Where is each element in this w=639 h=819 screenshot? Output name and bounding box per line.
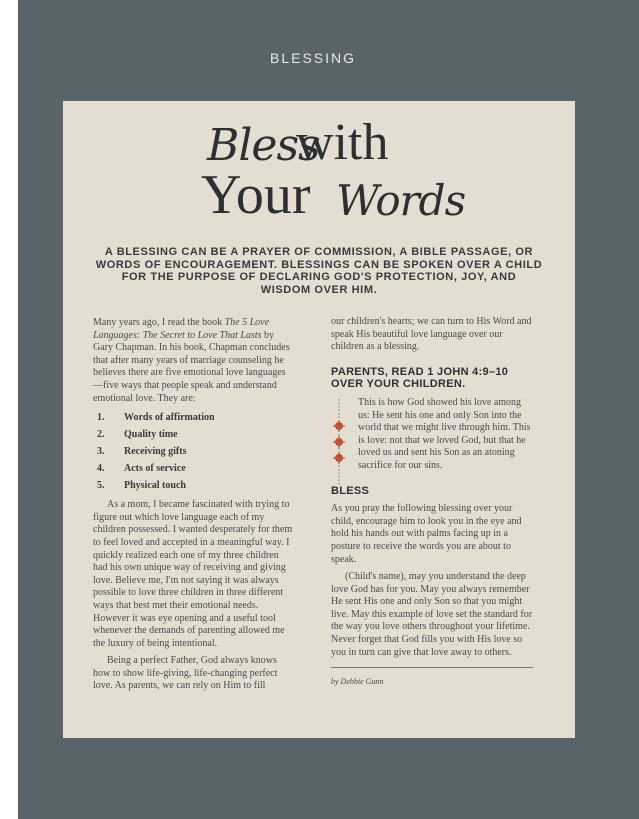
scripture-text: This is how God showed his love among us: He sent his one and only Son into the world that we might live through him. This is love: not that we loved God, but that he loved us and sent his Son as an atoning sacrifice for our sins.	[358, 396, 531, 471]
list-label: Quality time	[124, 429, 178, 441]
list-label: Receiving gifts	[124, 446, 187, 458]
list-number: 1.	[97, 412, 105, 424]
left-column	[93, 317, 293, 693]
title-word-your: Your	[201, 164, 311, 226]
list-label: Acts of service	[124, 463, 186, 475]
title-script-bless: Bless	[207, 120, 320, 171]
list-item	[93, 443, 293, 460]
right-column	[331, 316, 533, 689]
list-item	[93, 460, 293, 477]
section-label: BLESSING	[269, 50, 357, 66]
list-number: 2.	[97, 429, 105, 441]
list-number: 5.	[97, 480, 105, 492]
intro-text: A BLESSING CAN BE A PRAYER OF COMMISSION, A BIBLE PASSAGE, OR WORDS OF ENCOURAGEMENT. BLESSINGS CAN BE SPOKEN OVER A CHILD FOR THE PURPOSE OF DECLARING GOD'S PROTECTION, JOY, AND WISDOM OVER HIM.	[95, 246, 543, 296]
p1-text-start: Many years ago, I read the book	[93, 317, 225, 328]
left-paragraph-1	[93, 317, 293, 405]
list-label: Words of affirmation	[124, 412, 215, 424]
left-paragraph-2: As a mom, I became fascinated with trying to figure out which love language each of my children possessed. I wanted desperately for them to feel loved and accepted in a meaningful way. I quickly realized each one of my three children had his own unique way of receiving and giving love. Believe me, I'm not saying it was always possible to love three children in three different ways that best met their emotional needs. However it was eye opening and a useful tool whenever the demands of parenting allowed me the luxury of being intentional.	[93, 499, 293, 649]
list-label: Physical touch	[124, 480, 186, 492]
scripture-block	[331, 397, 533, 473]
title-script-words: Words	[336, 176, 466, 225]
right-paragraph-1: our children's hearts; we can turn to His Word and speak His beautiful love language over our children as a blessing.	[331, 316, 532, 353]
scripture-heading: PARENTS, READ 1 JOHN 4:9–10 OVER YOUR CHILDREN.	[331, 365, 509, 391]
left-paragraph-3: Being a perfect Father, God always knows how to show life-giving, life-changing perfect love. As parents, we can rely on Him to fill	[93, 655, 278, 692]
p1-text-end: by Gary Chapman. In his book, Chapman concludes that after many years of marriage counseling he believes there are five emotional love languages—five ways that people speak and understand emotional love. They are:	[93, 329, 290, 404]
bless-heading: BLESS	[331, 484, 370, 497]
list-number: 3.	[97, 446, 105, 458]
divider	[331, 667, 533, 668]
love-languages-list	[93, 409, 293, 494]
byline: by Debbie Gunn	[331, 677, 384, 687]
right-paragraph-2: As you pray the following blessing over your child, encourage him to look you in the eye and hold his hands out with palms facing up in a posture to receive the words you are about to speak.	[331, 503, 522, 565]
list-item	[93, 426, 293, 443]
list-number: 4.	[97, 463, 105, 475]
flower-ornament-icon	[331, 399, 347, 485]
list-item	[93, 409, 293, 426]
title-word-with: with	[296, 114, 389, 171]
right-paragraph-3: (Child's name), may you understand the deep love God has for you. May you always remember He sent His one and only Son so that you might live. May this example of love set the standard for the way you love others throughout your lifetime. Never forget that God fills you with His love so you in turn can give that love away to others.	[331, 571, 533, 658]
book-title: The 5 Love Languages: The Secret to Love That Lasts	[93, 317, 270, 341]
list-item	[93, 477, 293, 494]
